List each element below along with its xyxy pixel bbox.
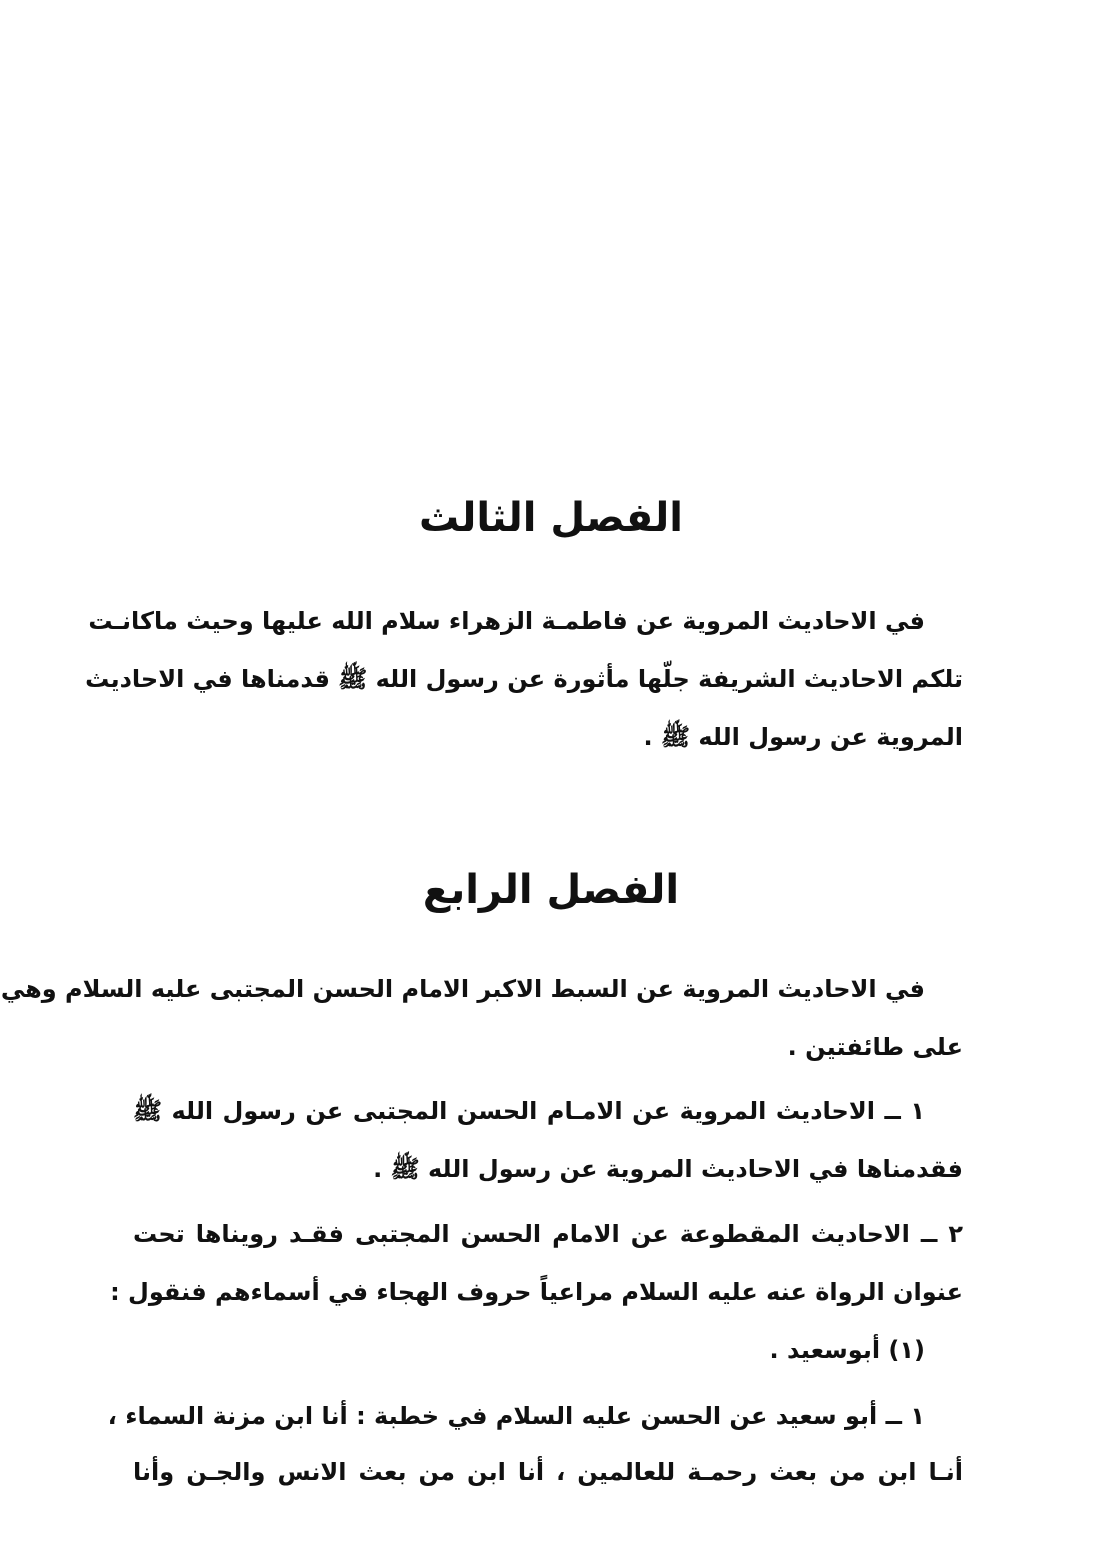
chapter-three-paragraph: [85, 592, 963, 766]
list-item-two: [110, 1205, 963, 1379]
hadith-paragraph: [107, 1388, 963, 1500]
chapter-three-title: الفصل الثالث: [418, 495, 683, 541]
paragraph-line: على طائفتين .: [787, 1033, 963, 1061]
paragraph-line: أنـا ابن من بعث رحمـة للعالمين ، أنا ابن من بعث الانس والجـن وأنا: [133, 1458, 963, 1486]
chapter-four-title: الفصل الرابع: [422, 867, 680, 913]
narrator-heading: (١) أبوسعيد .: [769, 1336, 925, 1364]
paragraph-line: فقدمناها في الاحاديث المروية عن رسول الله ﷺ .: [373, 1155, 963, 1183]
paragraph-line: ١ ــ الاحاديث المروية عن الامـام الحسن المجتبى عن رسول الله ﷺ: [133, 1097, 925, 1125]
paragraph-line: ١ ــ أبو سعيد عن الحسن عليه السلام في خطبة : أنا ابن مزنة السماء ،: [107, 1402, 925, 1430]
paragraph-line: المروية عن رسول الله ﷺ .: [643, 723, 963, 751]
paragraph-line: في الاحاديث المروية عن السبط الاكبر الامام الحسن المجتبى عليه السلام وهي: [0, 975, 925, 1003]
paragraph-line: تلكم الاحاديث الشريفة جلّها مأثورة عن رسول الله ﷺ قدمناها في الاحاديث: [85, 665, 963, 693]
chapter-four-intro: [0, 960, 963, 1076]
paragraph-line: عنوان الرواة عنه عليه السلام مراعياً حروف الهجاء في أسماءهم فنقول :: [110, 1278, 963, 1306]
paragraph-line: ٢ ــ الاحاديث المقطوعة عن الامام الحسن المجتبى فقـد رويناها تحت: [133, 1220, 963, 1248]
paragraph-line: في الاحاديث المروية عن فاطمـة الزهراء سلام الله عليها وحيث ماكانـت: [88, 607, 925, 635]
list-item-one: [133, 1082, 963, 1198]
